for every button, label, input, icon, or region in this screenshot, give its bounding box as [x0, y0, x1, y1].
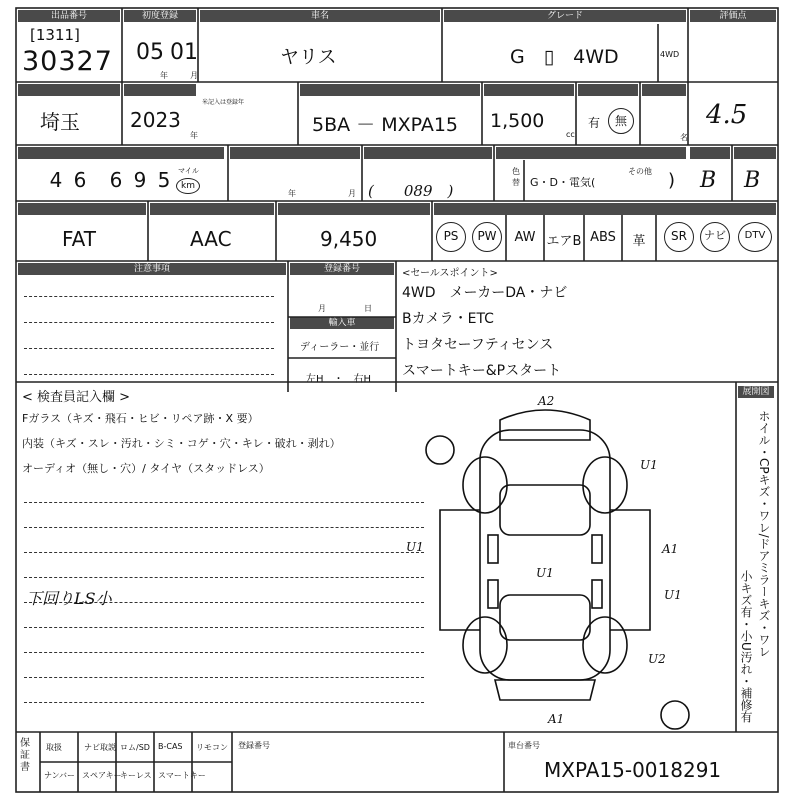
footer-label-2: スマートキー: [158, 771, 206, 780]
damage-mark: U1: [640, 458, 658, 472]
damage-mark: U2: [648, 652, 666, 666]
footer-label: 取扱: [46, 743, 62, 752]
sales-point: 4WD メーカーDA・ナビ: [402, 285, 568, 301]
year-unit: 年: [160, 71, 168, 80]
unit-mile: マイル: [178, 167, 199, 175]
footer-label-2: キーレス: [120, 771, 152, 780]
equip-sr: SR: [664, 222, 694, 252]
equip-navi: ナビ: [700, 222, 730, 252]
region-value: 埼玉: [40, 110, 80, 134]
inspector-line: オーディオ（無し・穴）/ タイヤ（スタッドレス）: [22, 462, 270, 475]
equip-leather: 革: [632, 234, 646, 249]
day-label: 日: [364, 304, 372, 313]
first-reg-header: 初度登録: [124, 10, 196, 22]
displacement: 1,500: [490, 110, 545, 132]
shift-value: FAT: [62, 227, 97, 251]
diagram-title: 展開図: [738, 386, 774, 398]
footer-label-2: スペアキー: [82, 771, 122, 780]
import-header: 輸入車: [290, 317, 394, 329]
warranty-yes: 有: [588, 116, 601, 130]
warranty-book-label: 保証書: [20, 738, 30, 773]
footer-label: ロム/SD: [120, 743, 150, 752]
warranty-no-circle: 無: [608, 108, 634, 134]
lot-header: 出品番号: [18, 10, 120, 22]
handwritten-note: 下回りLS小: [26, 589, 112, 608]
year-unit-2: 年: [190, 131, 198, 140]
handle-side: 左H ・ 右H: [306, 374, 372, 385]
sales-point: トヨタセーフティセンス: [402, 337, 554, 353]
sales-point: スマートキー&Pスタート: [402, 363, 562, 379]
inspection-month-unit: 月: [348, 189, 356, 198]
cc-unit: cc: [566, 130, 575, 139]
side-text-1: ホイル・CPキズ・ワレ/ドアミラーキズ・ワレ: [757, 410, 771, 658]
year-note: 米記入は登録年: [202, 99, 245, 106]
footer-label: B-CAS: [158, 742, 183, 751]
exterior-grade: B: [744, 168, 761, 193]
inspector-line: 内装（キズ・スレ・汚れ・シミ・コゲ・穴・キレ・破れ・剥れ）: [22, 437, 341, 450]
price-value: 9,450: [320, 227, 378, 251]
damage-mark: U1: [406, 540, 424, 554]
inspector-line: Fガラス（キズ・飛石・ヒビ・リペア跡・X 要）: [22, 412, 259, 425]
capacity-unit: 名: [680, 133, 688, 142]
color-side: 色替: [512, 167, 520, 187]
interior-grade: B: [700, 168, 717, 193]
equip-aw: AW: [514, 230, 536, 245]
first-reg-month: 01: [170, 40, 198, 65]
model-code: 5BA － MXPA15: [312, 114, 459, 136]
chassis-number: MXPA15-0018291: [544, 758, 722, 782]
sales-label: <セールスポイント>: [402, 268, 498, 279]
equip-pw: PW: [472, 222, 502, 252]
color-code: ( 089 ): [368, 182, 454, 200]
fuel-close: ): [668, 170, 676, 191]
month-label: 月: [318, 304, 326, 313]
inspector-title: < 検査員記入欄 >: [22, 390, 131, 405]
grade-value: G ▯ 4WD: [510, 46, 619, 68]
damage-mark: A1: [662, 542, 679, 556]
damage-mark: U1: [536, 566, 554, 580]
lot-code: [1311]: [30, 26, 80, 44]
car-name: ヤリス: [280, 46, 337, 68]
equip-ps: PS: [436, 222, 466, 252]
mileage-digit: 6: [73, 168, 87, 192]
rating-header: 評価点: [690, 10, 776, 22]
year-value: 2023: [130, 108, 181, 132]
sales-point: Bカメラ・ETC: [402, 311, 494, 327]
grade-header: グレード: [444, 10, 686, 22]
mileage-digit: 6: [109, 168, 123, 192]
footer-label: リモコン: [196, 743, 228, 752]
month-unit: 月: [190, 71, 198, 80]
damage-mark: U1: [664, 588, 682, 602]
footer-label: ナビ取説: [84, 743, 116, 752]
mileage-digit: 9: [133, 168, 147, 192]
mileage-digit: 5: [157, 168, 171, 192]
drive-tag: 4WD: [660, 50, 680, 59]
equip-airbag: エアB: [546, 234, 582, 249]
car-name-header: 車名: [200, 10, 440, 22]
footer-label-2: ナンバー: [44, 771, 76, 780]
caution-header: 注意事項: [18, 263, 286, 275]
fuel-options: G・D・電気(: [530, 176, 596, 189]
reg-label: 登録番号: [238, 741, 270, 750]
unit-km-circle: km: [176, 178, 200, 194]
first-reg-year: 05: [136, 40, 164, 65]
chassis-label: 車台番号: [508, 741, 540, 750]
equip-abs: ABS: [590, 230, 616, 245]
fuel-other: その他: [628, 167, 652, 176]
history-header: 登録番号: [290, 263, 394, 275]
side-text-2: 小キズ有・小U汚れ・補修有: [739, 570, 753, 723]
equip-dtv: DTV: [738, 222, 772, 252]
lot-number: 30327: [22, 46, 113, 77]
rating-score: 4.5: [706, 100, 748, 130]
damage-mark: A2: [538, 394, 555, 408]
aircon-value: AAC: [190, 227, 232, 251]
damage-mark: A1: [548, 712, 565, 726]
mileage-digit: 4: [49, 168, 63, 192]
inspection-year-unit: 年: [288, 189, 296, 198]
dealer-parallel: ディーラー・並行: [300, 342, 380, 353]
